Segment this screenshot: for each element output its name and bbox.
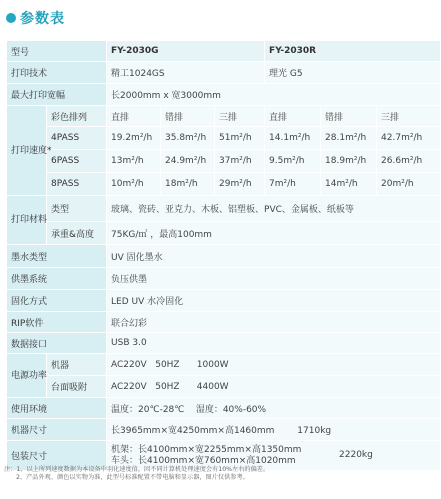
row-model (7, 41, 441, 62)
speed-cell: 29m²/h (215, 173, 265, 196)
speed-cell: 7m²/h (265, 173, 321, 196)
material-label: 打印材料 (7, 196, 47, 245)
speed-cell: 51m²/h (215, 127, 265, 150)
speed-header-cell: 彩色排列 (47, 106, 107, 127)
row-ink (7, 245, 441, 268)
power-suction-label: 台面吸附 (47, 376, 107, 398)
speed-cell: 14.1m²/h (265, 127, 321, 150)
port-label: 数据接口 (7, 333, 107, 354)
speed-row (7, 150, 441, 173)
row-power-machine (7, 354, 441, 376)
speed-header-cell: 三排 (377, 106, 441, 127)
model-a: FY-2030G (107, 41, 265, 62)
speed-cell: 35.8m²/h (161, 127, 215, 150)
ink-value: UV 固化墨水 (107, 245, 441, 268)
env-label: 使用环境 (7, 398, 107, 419)
tech-label: 打印技术 (7, 62, 107, 84)
row-cure (7, 290, 441, 312)
speed-cell: 19.2m²/h (107, 127, 161, 150)
material-type-value: 玻璃、瓷砖、亚克力、木板、铝塑板、PVC、金属板、纸板等 (107, 196, 441, 222)
speed-mode: 6PASS (47, 150, 107, 173)
row-speed-header (7, 106, 441, 127)
power-label: 电源功率 (7, 354, 47, 398)
speed-cell: 13m²/h (107, 150, 161, 173)
size-value: 长3965mm×宽4250mm×高1460mm 1710kg (107, 419, 441, 441)
speed-header-cell: 三排 (215, 106, 265, 127)
speed-label: 打印速度* (7, 106, 47, 196)
footnotes (4, 466, 438, 482)
speed-cell: 14m²/h (321, 173, 377, 196)
material-type-label: 类型 (47, 196, 107, 222)
section-heading (6, 6, 65, 30)
pack-line-1: 机架：长4100mm×宽2255mm×高1350mm (111, 444, 302, 455)
tech-b: 理光 G5 (265, 62, 441, 84)
speed-header-cell: 错排 (321, 106, 377, 127)
speed-cell: 42.7m²/h (377, 127, 441, 150)
row-power-suction (7, 376, 441, 398)
speed-header-cell: 错排 (161, 106, 215, 127)
env-value: 温度：20℃-28℃ 湿度：40%-60% (107, 398, 441, 419)
material-load-value: 75KG/㎡ ，最高100mm (107, 222, 441, 245)
pack-label: 包装尺寸 (7, 441, 107, 471)
supply-value: 负压供墨 (107, 268, 441, 290)
width-label: 最大打印宽幅 (7, 84, 107, 106)
rip-label: RIP软件 (7, 312, 107, 333)
speed-cell: 28.1m²/h (321, 127, 377, 150)
model-b: FY-2030R (265, 41, 441, 62)
speed-header-cell: 直排 (107, 106, 161, 127)
size-label: 机器尺寸 (7, 419, 107, 441)
power-suction-value: AC220V 50HZ 4400W (107, 376, 441, 398)
footnote-2: 2、产品外观、颜色以实物为准，此型号标准配置不带电脑和显示器，图片仅供参考。 (16, 474, 249, 481)
speed-cell: 9.5m²/h (265, 150, 321, 173)
row-env (7, 398, 441, 419)
spec-table (6, 40, 441, 471)
row-supply (7, 268, 441, 290)
speed-cell: 24.9m²/h (161, 150, 215, 173)
power-machine-label: 机器 (47, 354, 107, 376)
speed-cell: 18.9m²/h (321, 150, 377, 173)
pack-line-2: 车头：长4100mm×宽760mm×高1020mm (111, 455, 296, 466)
port-value: USB 3.0 (107, 333, 441, 354)
ink-label: 墨水类型 (7, 245, 107, 268)
speed-cell: 20m²/h (377, 173, 441, 196)
row-width (7, 84, 441, 106)
row-size (7, 419, 441, 441)
bullet-dot-icon (6, 13, 16, 23)
speed-mode: 4PASS (47, 127, 107, 150)
speed-header-cell: 直排 (265, 106, 321, 127)
row-material-load (7, 222, 441, 245)
speed-row (7, 173, 441, 196)
cure-value: LED UV 水冷固化 (107, 290, 441, 312)
tech-a: 精工1024GS (107, 62, 265, 84)
row-material-type (7, 196, 441, 222)
pack-weight: 2220kg (339, 450, 373, 460)
speed-cell: 37m²/h (215, 150, 265, 173)
width-value: 长2000mm x 宽3000mm (107, 84, 441, 106)
supply-label: 供墨系统 (7, 268, 107, 290)
cure-label: 固化方式 (7, 290, 107, 312)
speed-row (7, 127, 441, 150)
row-port (7, 333, 441, 354)
power-machine-value: AC220V 50HZ 1000W (107, 354, 441, 376)
model-label: 型号 (7, 41, 107, 62)
material-load-label: 承重&高度 (47, 222, 107, 245)
speed-cell: 26.6m²/h (377, 150, 441, 173)
speed-cell: 10m²/h (107, 173, 161, 196)
speed-mode: 8PASS (47, 173, 107, 196)
speed-cell: 18m²/h (161, 173, 215, 196)
row-rip (7, 312, 441, 333)
section-title: 参数表 (20, 11, 65, 27)
footnote-1: 注：1、以上所列速度数据为本设备中羽化速度值，因不同计算机处理速度会有10%左右的偏差。 (4, 466, 270, 473)
rip-value: 联合幻彩 (107, 312, 441, 333)
row-tech (7, 62, 441, 84)
